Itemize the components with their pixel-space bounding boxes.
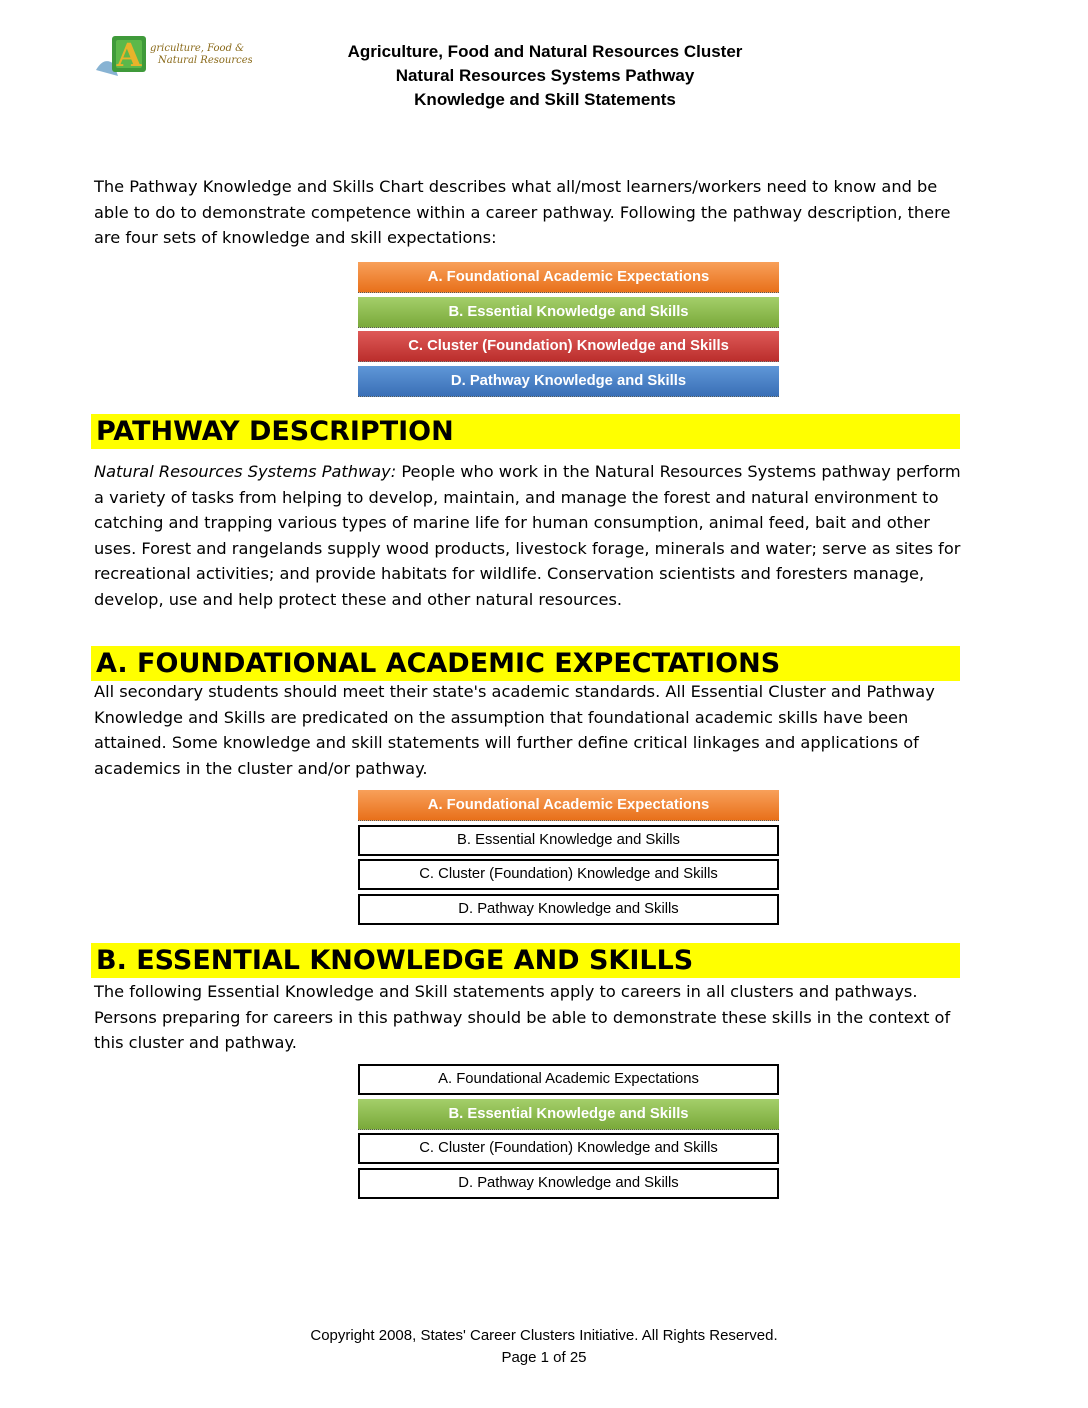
legend-section-b: [358, 1064, 779, 1202]
section-a-paragraph: All secondary students should meet their state's academic standards. All Essential Cluster and Pathway Knowledge and Skills are predicated on the assumption that foundational academic skills have been attained. Some knowledge and skill statements will further define critical linkages and applications of academics in the cluster and/or pathway.: [94, 682, 935, 778]
cluster-logo: [92, 26, 252, 82]
pathway-description-paragraph: [94, 459, 974, 612]
logo-text-line2: Natural Resources: [158, 55, 252, 66]
section-b-paragraph: The following Essential Knowledge and Skill statements apply to careers in all clusters and pathways. Persons preparing for careers in this pathway should be able to demonstrate these skills in the context of this cluster and pathway.: [94, 982, 951, 1052]
section-a-heading: A. FOUNDATIONAL ACADEMIC EXPECTATIONS: [91, 646, 960, 681]
legend-b-outlined: B. Essential Knowledge and Skills: [358, 825, 779, 856]
page-footer: [200, 1325, 888, 1369]
pathway-description-lead: Natural Resources Systems Pathway:: [94, 462, 397, 481]
legend-a-outlined: A. Foundational Academic Expectations: [358, 1064, 779, 1095]
legend-d-outlined: D. Pathway Knowledge and Skills: [358, 1168, 779, 1199]
section-b-heading: B. ESSENTIAL KNOWLEDGE AND SKILLS: [91, 943, 960, 978]
pathway-description-text: People who work in the Natural Resources Systems pathway perform a variety of tasks from helping to develop, maintain, and manage the forest and natural environment to catching and trapping various types of marine life for human consumption, animal feed, bait and other uses. Forest and rangelands supply wood products, livestock forage, minerals and water; serve as sites for recreational activities; and provide habitats for wildlife. Conservation scientists and foresters manage, develop, use and help protect these and other natural resources.: [94, 462, 961, 609]
document-header: [280, 40, 810, 112]
legend-c-outlined: C. Cluster (Foundation) Knowledge and Skills: [358, 859, 779, 890]
logo-text-line1: griculture, Food &: [150, 43, 245, 54]
legend-b-highlighted: B. Essential Knowledge and Skills: [358, 1099, 779, 1130]
footer-copyright: Copyright 2008, States' Career Clusters Initiative. All Rights Reserved.: [310, 1327, 778, 1344]
intro-paragraph: The Pathway Knowledge and Skills Chart describes what all/most learners/workers need to know and be able to do to demonstrate competence within a career pathway. Following the pathway description, there are four sets of knowledge and skill expectations:: [94, 177, 951, 247]
legend-c-outlined: C. Cluster (Foundation) Knowledge and Skills: [358, 1133, 779, 1164]
header-pathway-title: Natural Resources Systems Pathway: [395, 66, 695, 85]
legend-section-a: [358, 790, 779, 928]
legend-d: D. Pathway Knowledge and Skills: [358, 366, 779, 397]
legend-overview: [358, 262, 779, 400]
footer-page-number: Page 1 of 25: [501, 1349, 587, 1366]
legend-a-highlighted: A. Foundational Academic Expectations: [358, 790, 779, 821]
legend-c: C. Cluster (Foundation) Knowledge and Skills: [358, 331, 779, 362]
legend-a: A. Foundational Academic Expectations: [358, 262, 779, 293]
legend-d-outlined: D. Pathway Knowledge and Skills: [358, 894, 779, 925]
header-cluster-title: Agriculture, Food and Natural Resources Cluster: [347, 42, 743, 61]
legend-b: B. Essential Knowledge and Skills: [358, 297, 779, 328]
header-subtitle: Knowledge and Skill Statements: [414, 90, 676, 109]
logo-letter: A: [116, 36, 142, 74]
pathway-description-heading: PATHWAY DESCRIPTION: [91, 414, 960, 449]
